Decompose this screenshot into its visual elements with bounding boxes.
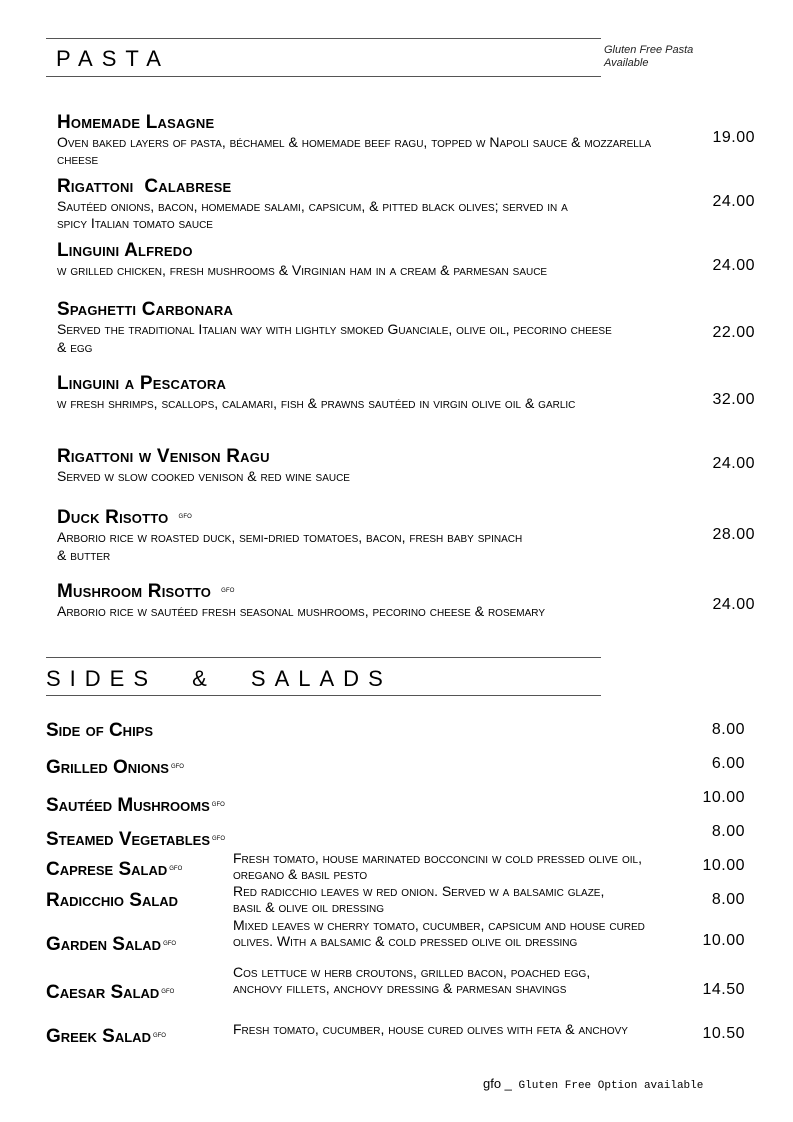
- side-name-text: Caprese Salad: [46, 859, 168, 880]
- side-name-text: Grilled Onions: [46, 757, 169, 778]
- dish-name: Spaghetti Carbonara: [57, 299, 234, 320]
- side-price: 10.00: [702, 857, 745, 874]
- side-description: Red radicchio leaves w red onion. Served w a balsamic glaze, basil & olive oil dressing: [233, 883, 605, 915]
- dish-description-continued: & egg: [57, 338, 93, 355]
- dish-name-text: Duck Risotto: [57, 507, 169, 528]
- side-name-text: Steamed Vegetables: [46, 829, 211, 850]
- gfo-tag: gfo: [161, 985, 175, 995]
- dish-description: Oven baked layers of pasta, béchamel & homemade beef ragu, topped w Napoli sauce & mozzarella cheese: [57, 134, 652, 167]
- pasta-item: [57, 374, 657, 412]
- dish-name: Linguini a Pescatora: [57, 373, 227, 394]
- sides-top-rule: [46, 657, 601, 658]
- side-name-text: Side of Chips: [46, 720, 154, 741]
- dish-price: 32.00: [712, 391, 755, 408]
- side-price: 8.00: [711, 891, 745, 908]
- gfo-tag: gfo: [170, 760, 184, 770]
- side-name: [46, 891, 178, 911]
- dish-name: [57, 505, 657, 528]
- dish-price: 19.00: [712, 129, 755, 146]
- gfo-tag: gfo: [212, 832, 226, 842]
- side-description: Fresh tomato, house marinated bocconcini w cold pressed olive oil, oregano & basil pesto: [233, 850, 642, 882]
- dish-name-text: Mushroom Risotto: [57, 581, 212, 602]
- gfo-tag: gfo: [178, 510, 193, 520]
- side-name: [46, 721, 153, 741]
- dish-description: Served the traditional Italian way with lightly smoked Guanciale, olive oil, pecorino cheese: [57, 321, 612, 337]
- dish-description: Served w slow cooked venison & red wine sauce: [57, 468, 350, 484]
- side-name: [46, 793, 225, 816]
- pasta-item: [57, 113, 657, 167]
- gfo-tag: gfo: [211, 798, 225, 808]
- dish-description: Arborio rice w sautéed fresh seasonal mushrooms, pecorino cheese & rosemary: [57, 603, 546, 619]
- gfo-tag: gfo: [163, 937, 177, 947]
- dish-name: [57, 579, 657, 602]
- pasta-item: [57, 505, 657, 563]
- dish-price: 22.00: [712, 324, 755, 341]
- side-name-text: Radicchio Salad: [46, 890, 179, 911]
- side-name: [46, 857, 182, 880]
- dish-price: 28.00: [712, 526, 755, 543]
- pasta-top-rule: [46, 38, 601, 39]
- dish-name: Homemade Lasagne: [57, 112, 215, 133]
- dish-price: 24.00: [712, 455, 755, 472]
- side-name-text: Greek Salad: [46, 1026, 151, 1047]
- sides-title: SIDES & SALADS: [46, 666, 392, 691]
- side-name: [46, 980, 174, 1003]
- side-name: [46, 827, 225, 850]
- gfo-legend-text: Gluten Free Option available: [518, 1080, 704, 1092]
- gfo-tag: gfo: [169, 862, 183, 872]
- side-price: 6.00: [711, 755, 745, 772]
- dish-price: 24.00: [712, 193, 755, 210]
- side-name-text: Caesar Salad: [46, 982, 160, 1003]
- gfo-legend-abbr: gfo _: [483, 1076, 512, 1091]
- side-name: [46, 1024, 166, 1047]
- dish-name: Rigattoni w Venison Ragu: [57, 446, 270, 467]
- dish-description: Sautéed onions, bacon, homemade salami, capsicum, & pitted black olives; served in a spicy Italian tomato sauce: [57, 198, 568, 231]
- dish-description-continued: & butter: [57, 546, 111, 563]
- gfo-tag: gfo: [152, 1029, 166, 1039]
- side-name: [46, 755, 184, 778]
- gfo-legend: [483, 1076, 703, 1092]
- pasta-item: [57, 579, 657, 620]
- side-price: 8.00: [711, 823, 745, 840]
- side-price: 10.50: [702, 1025, 745, 1042]
- side-price: 8.00: [711, 721, 745, 738]
- gfo-tag: gfo: [221, 584, 235, 594]
- dish-description: w grilled chicken, fresh mushrooms & Virginian ham in a cream & parmesan sauce: [57, 262, 548, 278]
- pasta-title: PASTA: [56, 46, 170, 71]
- side-description: Fresh tomato, cucumber, house cured olives with feta & anchovy: [233, 1021, 628, 1037]
- dish-description: w fresh shrimps, scallops, calamari, fish & prawns sautéed in virgin olive oil & garlic: [57, 395, 576, 411]
- dish-price: 24.00: [712, 257, 755, 274]
- side-price: 10.00: [702, 932, 745, 949]
- side-name-text: Sautéed Mushrooms: [46, 795, 210, 816]
- side-name: [46, 932, 176, 955]
- pasta-item: [57, 300, 657, 355]
- side-price: 14.50: [702, 981, 745, 998]
- side-price: 10.00: [702, 789, 745, 806]
- pasta-item: [57, 447, 657, 485]
- pasta-item: [57, 177, 657, 231]
- dish-price: 24.00: [712, 596, 755, 613]
- side-description: Mixed leaves w cherry tomato, cucumber, capsicum and house cured olives. With a balsamic & cold pressed olive oil dressing: [233, 917, 645, 949]
- side-name-text: Garden Salad: [46, 934, 162, 955]
- side-description: Cos lettuce w herb croutons, grilled bacon, poached egg, anchovy fillets, anchovy dressing & parmesan shavings: [233, 964, 591, 996]
- gluten-free-note: Gluten Free Pasta Available: [604, 44, 694, 69]
- pasta-bottom-rule: [46, 76, 601, 77]
- dish-name: Rigattoni Calabrese: [57, 176, 232, 197]
- dish-name: Linguini Alfredo: [57, 240, 193, 261]
- pasta-item: [57, 241, 657, 279]
- sides-bottom-rule: [46, 695, 601, 696]
- dish-description: Arborio rice w roasted duck, semi-dried tomatoes, bacon, fresh baby spinach: [57, 529, 523, 545]
